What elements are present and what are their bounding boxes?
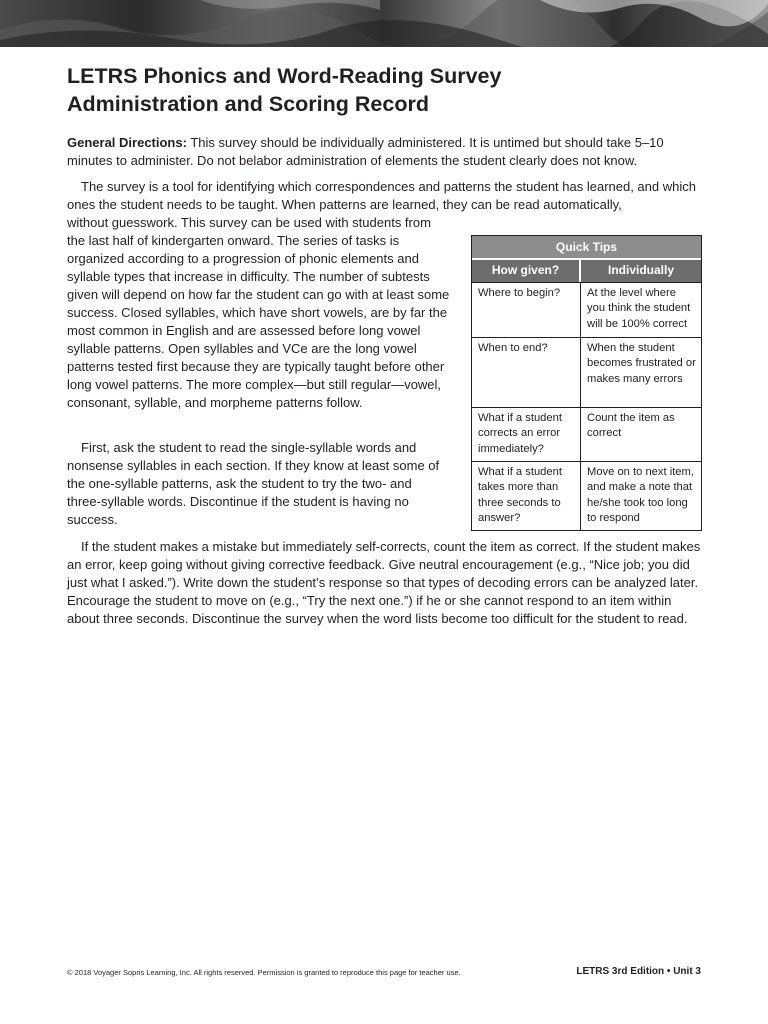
quick-tips-title: Quick Tips [472, 236, 701, 260]
quick-tips-header-row [472, 260, 701, 282]
banner-texture [0, 0, 768, 47]
header-banner-image [0, 0, 768, 47]
paragraph-first-ask: First, ask the student to read the single-syllable words and nonsense syllables in each section. If they know at least some of the one-syllable patterns, ask the student to try the two- and three-syllable words. Discontinue if the student is having no success. [67, 440, 440, 527]
footer-edition: LETRS 3rd Edition • Unit 3 [576, 966, 701, 977]
page-title [67, 62, 707, 118]
directions-text: This survey should be individually administered. It is untimed but should take 5–10 minutes to administer. Do not belabor administration of elements the student clearly does not know. [67, 135, 664, 168]
title-line-2: Administration and Scoring Record [67, 92, 429, 116]
tip-question: Where to begin? [472, 283, 581, 337]
table-row [472, 337, 701, 407]
table-row [472, 461, 701, 530]
header-individually: Individually [607, 263, 674, 277]
quick-tips-table [471, 235, 702, 531]
header-how-given: How given? [472, 260, 581, 282]
tip-answer: Count the item as correct [587, 411, 675, 440]
tip-question: When to end? [472, 338, 581, 407]
directions-label: General Directions: [67, 135, 187, 150]
tip-question: What if a student takes more than three seconds to answer? [472, 462, 581, 530]
tip-answer: Move on to next item, and make a note that he/she took too long to respond [587, 465, 694, 525]
table-row [472, 407, 701, 461]
paragraph-survey-intro-continued: without guesswork. This survey can be used with students from the last half of kindergarten onward. The series of tasks is organized according to a progression of phonic elements and syllable types that increase in difficulty. The number of subtests given will depend on how far the student can go with at least some success. Closed syllables, which have short vowels, are by far the most common in English and are assessed before long vowel syllable patterns. Open syllables and VCe are the long vowel patterns tested first because they are typically taught before other long vowel patterns. The more complex—but still regular—vowel, consonant, syllable, and morpheme patterns follow. [67, 215, 450, 410]
tip-answer: At the level where you think the student will be 100% correct [587, 286, 691, 330]
title-line-1: LETRS Phonics and Word-Reading Survey [67, 64, 502, 88]
table-row [472, 282, 701, 337]
tip-question: What if a student corrects an error immediately? [472, 408, 581, 461]
general-directions [67, 134, 707, 170]
paragraph-survey-intro: The survey is a tool for identifying which correspondences and patterns the student has learned, and which ones the student needs to be taught. When patterns are learned, they can be read automatically, [67, 179, 696, 212]
footer-copyright: © 2018 Voyager Sopris Learning, Inc. All rights reserved. Permission is granted to reproduce this page for teacher use. [67, 968, 461, 977]
tip-answer: When the student becomes frustrated or makes many errors [587, 341, 696, 385]
paragraph-self-corrects: If the student makes a mistake but immediately self-corrects, count the item as correct. If the student makes an error, keep going without giving corrective feedback. Give neutral encouragement (e.g., “Nice job; you did just what I asked.”). Write down the student’s response so that types of decoding errors can be analyzed later. Encourage the student to move on (e.g., “Try the next one.”) if he or she cannot respond to an item within about three seconds. Discontinue the survey when the word lists become too difficult for the student to read. [67, 539, 701, 626]
